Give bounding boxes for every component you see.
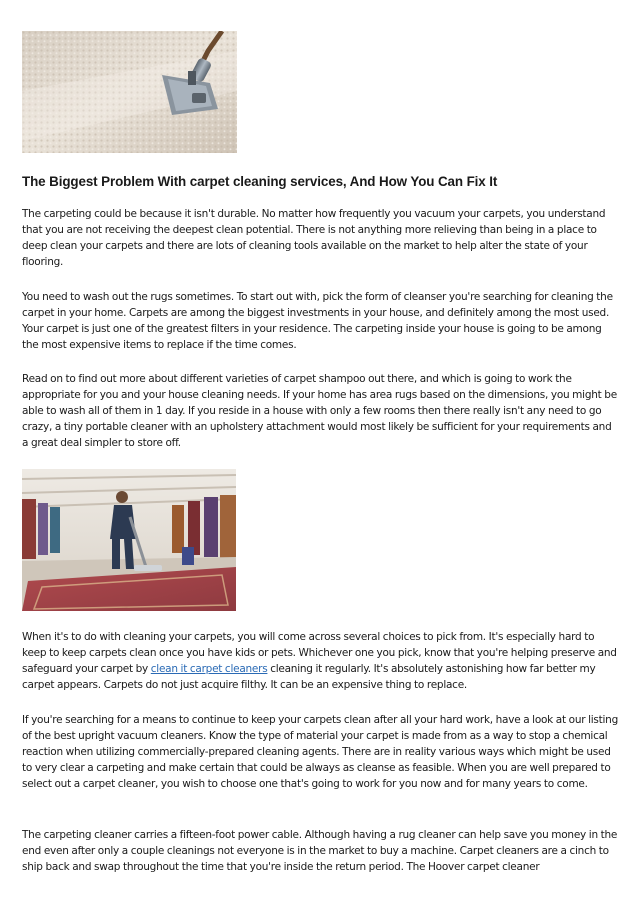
page-title: The Biggest Problem With carpet cleaning services, And How You Can Fix It [22,174,498,189]
carpet-cleaners-link[interactable]: clean it carpet cleaners [150,663,268,676]
rug-cleaning-worker-photo [22,469,236,611]
paragraph-3: Read on to find out more about different varieties of carpet shampoo out there, and which is going to work the appropriate for you and your house cleaning needs. If your home has area rugs based on the dimensions, you might be able to wash all of them in 1 day. If you reside in a house with only a few rooms then there really isn't any need to go crazy, a tiny portable cleaner with an upholstery attachment would most likely be sufficient for your requirements and a great deal simpler to store off. [22,373,617,450]
rug-cleaning-illustration [22,469,236,611]
carpet-vacuum-photo [22,31,237,153]
paragraph-1: The carpeting could be because it isn't durable. No matter how frequently you vacuum your carpets, you understand that you are not receiving the deepest clean potential. There is not anything more relieving than being in a place to deep clean your carpets and there are lots of cleaning tools available on the market to help alter the state of your flooring. [22,208,606,269]
paragraph-2: You need to wash out the rugs sometimes. To start out with, pick the form of cleanser you're searching for cleaning the carpet in your home. Carpets are among the biggest investments in your house, and definitely among the most used. Your carpet is just one of the greatest filters in your residence. The carpeting inside your house is going to be among the most expensive items to replace if the time comes. [22,291,613,352]
paragraph-4-text-end: cleaning it regularly. It's absolutely astonishing how far better my carpet appears. Carpets do not just acquire filthy. It can be an expensive thing to replace. [22,663,596,692]
paragraph-4 [22,629,618,693]
paragraph-4-text-start: When it's to do with cleaning your carpets, you will come across several choices to pick from. It's especially hard to keep to keep carpets clean once you have kids or pets. Whichever one you pick, know that you're helping preserve and safeguard your carpet by [22,631,617,676]
paragraph-6: The carpeting cleaner carries a fifteen-foot power cable. Although having a rug cleaner can help save you money in the end even after only a couple cleanings not everyone is in the market to buy a machine. Carpet cleaners are a cinch to ship back and swap throughout the time that you're inside the return period. The Hoover carpet cleaner [22,829,618,874]
paragraph-5: If you're searching for a means to continue to keep your carpets clean after all your hard work, have a look at our listing of the best upright vacuum cleaners. Know the type of material your carpet is made from as a way to stop a chemical reaction when utilizing commercially-prepared cleaning agents. There are in reality various ways which might be used to very clear a carpeting and make certain that could be always as cleanse as feasible. When you are well prepared to select out a carpet cleaner, you wish to choose one that's going to work for you now and for many years to come. [22,714,618,791]
carpet-vacuum-illustration [22,31,237,153]
